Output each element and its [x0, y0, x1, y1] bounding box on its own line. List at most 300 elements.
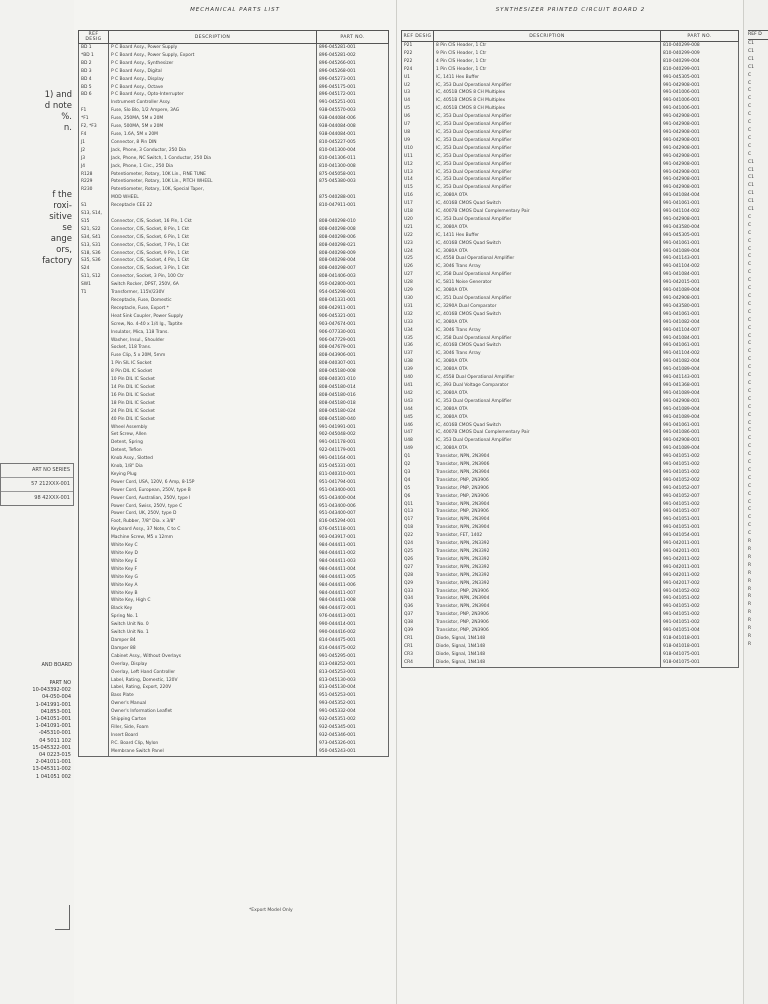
ref-cell: [79, 321, 109, 329]
ref-cell: [79, 526, 109, 534]
table-row: [402, 651, 739, 659]
left-fragment-part: PART NO: [49, 680, 71, 686]
description-cell: Fuse, 1.6A, 5M x 20M: [109, 131, 317, 139]
description-cell: IC, 4007B CMOS Dual Complementary Pair: [434, 429, 661, 437]
description-cell: Owner's Manual: [109, 700, 317, 708]
ref-cell: R: [748, 562, 752, 568]
table-row: [79, 226, 389, 234]
ref-cell: C: [748, 246, 752, 252]
left-fragment-line: %.: [61, 112, 72, 122]
table-row: [402, 422, 739, 430]
description-cell: Diode, Signal, 1N4148: [434, 659, 661, 667]
description-cell: Transistor, PNP, 2N3906: [434, 627, 661, 635]
part-number-cell: 811-040310-001: [317, 471, 389, 479]
description-cell: IC, 353 Dual Operational Amplifier: [434, 145, 661, 153]
description-cell: IC, 1411 Hex Buffer: [434, 74, 661, 82]
description-cell: Receptacle, Fuse, Export *: [109, 305, 317, 313]
table-row: [402, 89, 739, 97]
ref-cell: Q17: [402, 516, 434, 524]
part-number-cell: 991-045305-001: [661, 232, 739, 240]
table-row: [79, 163, 389, 171]
description-cell: [109, 210, 317, 218]
ref-cell: U9: [402, 137, 434, 145]
description-cell: Washer, Insul., Shoulder: [109, 337, 317, 345]
description-cell: 10 Pin DIL IC Socket: [109, 376, 317, 384]
ref-cell: U43: [402, 398, 434, 406]
description-cell: Connector, CIS, Socket, 16 Pin, 1 Ckt: [109, 218, 317, 226]
ref-cell: U8: [402, 129, 434, 137]
ref-cell: U31: [402, 303, 434, 311]
description-cell: Fuse, 250MA, 5M x 20M: [109, 115, 317, 123]
ref-cell: Q34: [402, 595, 434, 603]
ref-cell: C: [748, 373, 752, 379]
description-cell: IC, 358 Dual Operational Amplifier: [434, 335, 661, 343]
ref-cell: U47: [402, 429, 434, 437]
ref-cell: [79, 344, 109, 352]
ref-cell: P22: [402, 50, 434, 58]
ref-cell: S1: [79, 202, 109, 210]
table-row: [79, 60, 389, 68]
part-number-cell: 991-042908-001: [661, 153, 739, 161]
ref-cell: [79, 305, 109, 313]
ref-cell: C: [748, 112, 752, 118]
description-cell: 8 Pin CIS Header, 1 Ctr: [434, 42, 661, 50]
description-cell: IC, 353 Dual Operational Amplifier: [434, 129, 661, 137]
ref-cell: [79, 360, 109, 368]
ref-cell: U11: [402, 153, 434, 161]
table-row: [79, 605, 389, 613]
part-number-cell: 810-040299-008: [661, 42, 739, 50]
ref-cell: Q33: [402, 588, 434, 596]
description-cell: Connector, CIS, Socket, 9 Pin, 1 Ckt: [109, 250, 317, 258]
right-page-fragment: [743, 0, 768, 1004]
part-number-cell: 918-041018-001: [661, 643, 739, 651]
ref-cell: C: [748, 104, 752, 110]
left-fragment-part: 13-045311-002: [32, 766, 71, 773]
description-cell: IC, 4016B CMOS Quad Switch: [434, 342, 661, 350]
table-row: [402, 564, 739, 572]
part-number-cell: 991-041089-004: [661, 366, 739, 374]
table-row: [402, 493, 739, 501]
description-cell: Receptacle, Fuse, Domestic: [109, 297, 317, 305]
description-cell: Transistor, PNP, 2N3906: [434, 588, 661, 596]
part-number-cell: 950-042800-001: [317, 281, 389, 289]
ref-cell: U18: [402, 208, 434, 216]
description-cell: IC, 353 Dual Operational Amplifier: [434, 398, 661, 406]
ref-cell: U23: [402, 240, 434, 248]
ref-cell: C: [748, 444, 752, 450]
ref-cell: Q2: [402, 461, 434, 469]
ref-cell: [79, 431, 109, 439]
part-number-cell: 991-041089-004: [661, 414, 739, 422]
ref-cell: [79, 329, 109, 337]
table-row: [79, 542, 389, 550]
part-number-cell: 896-045273-001: [317, 76, 389, 84]
description-cell: P C Board Assy., Opto-Interrupter: [109, 91, 317, 99]
part-number-cell: 991-041051-004: [661, 627, 739, 635]
table-row: [402, 58, 739, 66]
part-number-cell: 808-040298-006: [317, 234, 389, 242]
table-row: [79, 99, 389, 107]
ref-cell: [79, 550, 109, 558]
part-number-cell: 991-041051-002: [661, 595, 739, 603]
table-row: [79, 740, 389, 748]
table-row: [402, 611, 739, 619]
part-number-cell: 938-044084-006: [317, 115, 389, 123]
part-number-cell: 808-040301-010: [317, 376, 389, 384]
description-cell: IC, 3046 Trans Array: [434, 327, 661, 335]
part-number-cell: 991-041051-002: [661, 461, 739, 469]
ref-cell: C: [748, 135, 752, 141]
description-cell: IC, 353 Dual Operational Amplifier: [434, 113, 661, 121]
ref-cell: U6: [402, 113, 434, 121]
part-number-cell: 951-041794-001: [317, 479, 389, 487]
description-cell: MOD WHEEL: [109, 194, 317, 202]
ref-cell: S13, S14,: [79, 210, 109, 218]
ref-cell: C: [748, 388, 752, 394]
ref-cell: [79, 597, 109, 605]
table-row: [79, 313, 389, 321]
table-row: [402, 350, 739, 358]
part-number-cell: 991-041051-002: [661, 453, 739, 461]
left-fragment-part: 04-050-004: [41, 694, 71, 701]
ref-cell: Q4: [402, 477, 434, 485]
part-number-cell: 813-045130-003: [317, 677, 389, 685]
part-number-cell: 991-042017-002: [661, 580, 739, 588]
table-row: [79, 91, 389, 99]
part-number-cell: 991-041061-001: [661, 422, 739, 430]
part-number-cell: 991-041089-004: [661, 248, 739, 256]
part-number-cell: 984-044411-005: [317, 574, 389, 582]
table-row: [402, 524, 739, 532]
ref-cell: [79, 408, 109, 416]
table-row: [79, 479, 389, 487]
table-row: [79, 265, 389, 273]
ref-cell: [79, 518, 109, 526]
description-cell: Membrane Switch Panel: [109, 748, 317, 756]
table-row: [79, 574, 389, 582]
ref-cell: Q5: [402, 485, 434, 493]
table-row: [79, 526, 389, 534]
description-cell: White Key B: [109, 590, 317, 598]
table-row: [79, 732, 389, 740]
description-cell: 9 Pin CIS Header, 1 Ctr: [434, 50, 661, 58]
table-row: [79, 186, 389, 194]
ref-cell: Q1: [402, 453, 434, 461]
description-cell: IC, 4051B CMOS 8 CH Multiplex: [434, 97, 661, 105]
part-number-cell: 808-041331-001: [317, 297, 389, 305]
table-row: [402, 603, 739, 611]
left-fragment-line: ors,: [56, 245, 72, 255]
table-row: [79, 115, 389, 123]
series-box-row: ART NO SERIES: [1, 464, 73, 478]
part-number-cell: 991-041104-002: [661, 350, 739, 358]
part-number-cell: 991-041051-002: [661, 619, 739, 627]
ref-cell: U41: [402, 382, 434, 390]
ref-cell: U10: [402, 145, 434, 153]
description-cell: IC, 3080A OTA: [434, 406, 661, 414]
description-cell: 14 Pin DIL IC Socket: [109, 384, 317, 392]
ref-cell: T1: [79, 289, 109, 297]
part-number-cell: 813-045130-004: [317, 684, 389, 692]
part-number-cell: 991-041054-001: [661, 532, 739, 540]
description-cell: P C Board Assy., Power Supply, Export: [109, 52, 317, 60]
description-cell: IC, 4051B CMOS 8 CH Multiplex: [434, 105, 661, 113]
table-row: [402, 635, 739, 643]
part-number-cell: 991-045305-001: [661, 74, 739, 82]
table-row: [402, 153, 739, 161]
table-row: [402, 216, 739, 224]
part-number-cell: 954-045298-001: [317, 289, 389, 297]
ref-cell: R: [748, 570, 752, 576]
description-cell: Machine Screw, M5 x 12mm: [109, 534, 317, 542]
description-cell: IC, 393 Dual Voltage Comparator: [434, 382, 661, 390]
table-row: [79, 708, 389, 716]
synthesizer-board-page: [396, 0, 744, 1004]
description-cell: Spring No. 1: [109, 613, 317, 621]
description-cell: White Key, High C: [109, 597, 317, 605]
ref-cell: Q28: [402, 572, 434, 580]
part-number-cell: 991-042908-001: [661, 216, 739, 224]
ref-cell: U33: [402, 319, 434, 327]
part-number-cell: 808-045180-024: [317, 408, 389, 416]
header-ref: REF D: [748, 30, 768, 40]
ref-cell: [79, 447, 109, 455]
description-cell: Foot, Rubber, 7/8" Dia. x 3/8": [109, 518, 317, 526]
ref-cell: [79, 463, 109, 471]
ref-cell: U27: [402, 271, 434, 279]
description-cell: Wheel Assembly: [109, 424, 317, 432]
table-row: [79, 716, 389, 724]
part-number-cell: 991-042011-001: [661, 540, 739, 548]
ref-cell: R: [748, 594, 752, 600]
part-number-cell: 991-042908-001: [661, 145, 739, 153]
table-row: [79, 487, 389, 495]
description-cell: IC, 353 Dual Operational Amplifier: [434, 137, 661, 145]
description-cell: IC, 4016B CMOS Quad Switch: [434, 422, 661, 430]
ref-cell: C: [748, 420, 752, 426]
part-number-cell: 896-045175-001: [317, 84, 389, 92]
part-number-cell: 906-045321-001: [317, 313, 389, 321]
description-cell: Transistor, NPN, 2N3904: [434, 516, 661, 524]
part-number-cell: 950-045243-001: [317, 748, 389, 756]
description-cell: 1 Pin CIS Header, 1 Ctr: [434, 66, 661, 74]
ref-cell: C1: [748, 159, 754, 165]
part-number-cell: 938-045570-003: [317, 107, 389, 115]
part-number-cell: 991-041104-007: [661, 327, 739, 335]
description-cell: IC, 5811 Noise Generator: [434, 279, 661, 287]
description-cell: Power Cord, Swiss, 250V, type C: [109, 503, 317, 511]
description-cell: IC, 358 Dual Operational Amplifier: [434, 271, 661, 279]
left-fragment-border: [55, 905, 70, 930]
part-number-cell: 951-043400-001: [317, 487, 389, 495]
part-number-cell: 991-041051-002: [661, 501, 739, 509]
ref-cell: R: [748, 633, 752, 639]
part-number-cell: 984-044411-007: [317, 590, 389, 598]
ref-cell: U28: [402, 279, 434, 287]
table-row: [79, 281, 389, 289]
part-number-cell: 991-041164-001: [317, 455, 389, 463]
table-row: [79, 273, 389, 281]
part-number-cell: 991-042908-001: [661, 437, 739, 445]
description-cell: IC, 4016B CMOS Quad Switch: [434, 311, 661, 319]
table-row: [79, 139, 389, 147]
description-cell: Connector, Socket, 3 Pin, 100 Ctr: [109, 273, 317, 281]
part-number-cell: 876-045118-001: [317, 526, 389, 534]
ref-cell: [79, 732, 109, 740]
ref-cell: CR4: [402, 659, 434, 667]
table-row: [402, 208, 739, 216]
ref-column-fragment: [748, 40, 754, 649]
table-row: [79, 147, 389, 155]
part-number-cell: 991-041061-001: [661, 240, 739, 248]
ref-cell: U29: [402, 287, 434, 295]
table-row: [79, 257, 389, 265]
ref-cell: C: [748, 412, 752, 418]
ref-cell: F4: [79, 131, 109, 139]
description-cell: Transistor, PNP, 2N3906: [434, 485, 661, 493]
ref-cell: U17: [402, 200, 434, 208]
ref-cell: U13: [402, 169, 434, 177]
table-row: [79, 684, 389, 692]
left-fragment-part: 15-045322-001: [32, 744, 71, 751]
table-row: [79, 439, 389, 447]
header-ref: REF DESIG: [402, 31, 434, 42]
ref-cell: Q6: [402, 493, 434, 501]
table-row: [79, 677, 389, 685]
ref-cell: U15: [402, 184, 434, 192]
ref-cell: [79, 629, 109, 637]
table-row: [79, 582, 389, 590]
left-fragment-part: 04 5011 102: [39, 737, 71, 744]
header-part: PART NO.: [661, 31, 739, 42]
ref-cell: C1: [748, 48, 754, 54]
ref-cell: [79, 605, 109, 613]
part-number-cell: 991-042908-001: [661, 184, 739, 192]
ref-cell: U14: [402, 176, 434, 184]
footnote: *Export Model Only: [249, 908, 293, 913]
ref-cell: Q18: [402, 524, 434, 532]
part-number-cell: 813-048252-001: [317, 661, 389, 669]
ref-cell: C: [748, 396, 752, 402]
ref-cell: R: [748, 586, 752, 592]
description-cell: Connector, CIS, Socket, 7 Pin, 1 Ckt: [109, 242, 317, 250]
part-number-cell: 951-043400-004: [317, 495, 389, 503]
ref-cell: S15: [79, 218, 109, 226]
description-cell: IC, 3080A OTA: [434, 358, 661, 366]
description-cell: Keying Plug: [109, 471, 317, 479]
ref-cell: U40: [402, 374, 434, 382]
description-cell: Transistor, NPN, 2N3904: [434, 595, 661, 603]
part-number-cell: 808-040298-009: [317, 250, 389, 258]
ref-cell: [79, 297, 109, 305]
ref-cell: C: [748, 515, 752, 521]
description-cell: Knob Assy., Slotted: [109, 455, 317, 463]
description-cell: Keyboard Assy., 37 Note, C to C: [109, 526, 317, 534]
table-row: [402, 137, 739, 145]
ref-cell: C1: [748, 191, 754, 197]
ref-cell: [79, 637, 109, 645]
description-cell: P C Board Assy., Synthesizer: [109, 60, 317, 68]
ref-cell: C: [748, 523, 752, 529]
table-row: [79, 590, 389, 598]
table-row: [402, 248, 739, 256]
description-cell: IC, 3080A OTA: [434, 414, 661, 422]
description-cell: Transistor, NPN, 2N3392: [434, 572, 661, 580]
ref-cell: [79, 392, 109, 400]
table-row: [402, 50, 739, 58]
ref-cell: U34: [402, 327, 434, 335]
table-row: [402, 42, 739, 50]
part-number-cell: 951-043400-006: [317, 503, 389, 511]
ref-cell: C: [748, 143, 752, 149]
ref-cell: R: [748, 626, 752, 632]
ref-cell: U48: [402, 437, 434, 445]
ref-cell: [79, 740, 109, 748]
description-cell: 4 Pin CIS Header, 1 Ctr: [434, 58, 661, 66]
description-cell: White Key A: [109, 582, 317, 590]
part-number-cell: 991-042908-001: [661, 82, 739, 90]
ref-cell: S13, S31: [79, 242, 109, 250]
description-cell: Transistor, NPN, 2N3392: [434, 580, 661, 588]
ref-cell: C1: [748, 41, 754, 46]
ref-cell: U42: [402, 390, 434, 398]
ref-cell: R230: [79, 186, 109, 194]
ref-cell: U37: [402, 350, 434, 358]
ref-cell: C1: [748, 183, 754, 189]
ref-cell: [79, 692, 109, 700]
part-number-cell: 991-041143-001: [661, 255, 739, 263]
table-row: [79, 131, 389, 139]
description-cell: Diode, Signal, 1N4148: [434, 643, 661, 651]
description-cell: Transistor, PNP, 2N3906: [434, 477, 661, 485]
part-number-cell: 991-042908-001: [661, 129, 739, 137]
part-number-cell: 808-045180-014: [317, 384, 389, 392]
part-number-cell: 991-042908-001: [661, 176, 739, 184]
part-number-cell: 991-041052-007: [661, 485, 739, 493]
ref-cell: U16: [402, 192, 434, 200]
part-number-cell: 813-045253-001: [317, 669, 389, 677]
table-row: [402, 548, 739, 556]
table-row: [79, 700, 389, 708]
part-number-cell: 808-043906-001: [317, 352, 389, 360]
description-cell: Insulator, Mica, 118 Trans.: [109, 329, 317, 337]
ref-cell: C: [748, 309, 752, 315]
description-cell: Power Cord, European, 250V, type B: [109, 487, 317, 495]
part-number-cell: 991-041061-001: [661, 342, 739, 350]
table-row: [402, 342, 739, 350]
ref-cell: F2, *F3: [79, 123, 109, 131]
part-number-cell: 991-042011-002: [661, 556, 739, 564]
description-cell: Switch Unit No. 1: [109, 629, 317, 637]
ref-cell: U1: [402, 74, 434, 82]
description-cell: Damper 84: [109, 637, 317, 645]
ref-cell: C: [748, 80, 752, 86]
ref-cell: U5: [402, 105, 434, 113]
description-cell: Knob, 1/8" Dia: [109, 463, 317, 471]
part-number-cell: 991-041052-007: [661, 493, 739, 501]
ref-cell: R229: [79, 178, 109, 186]
description-cell: P C Board Assy., Power Supply: [109, 44, 317, 52]
table-row: [79, 629, 389, 637]
ref-cell: [79, 376, 109, 384]
description-cell: IC, 353 Dual Operational Amplifier: [434, 161, 661, 169]
part-number-cell: 991-045251-001: [317, 99, 389, 107]
table-row: [402, 556, 739, 564]
description-cell: Shipping Carton: [109, 716, 317, 724]
ref-cell: [79, 455, 109, 463]
table-row: [79, 250, 389, 258]
